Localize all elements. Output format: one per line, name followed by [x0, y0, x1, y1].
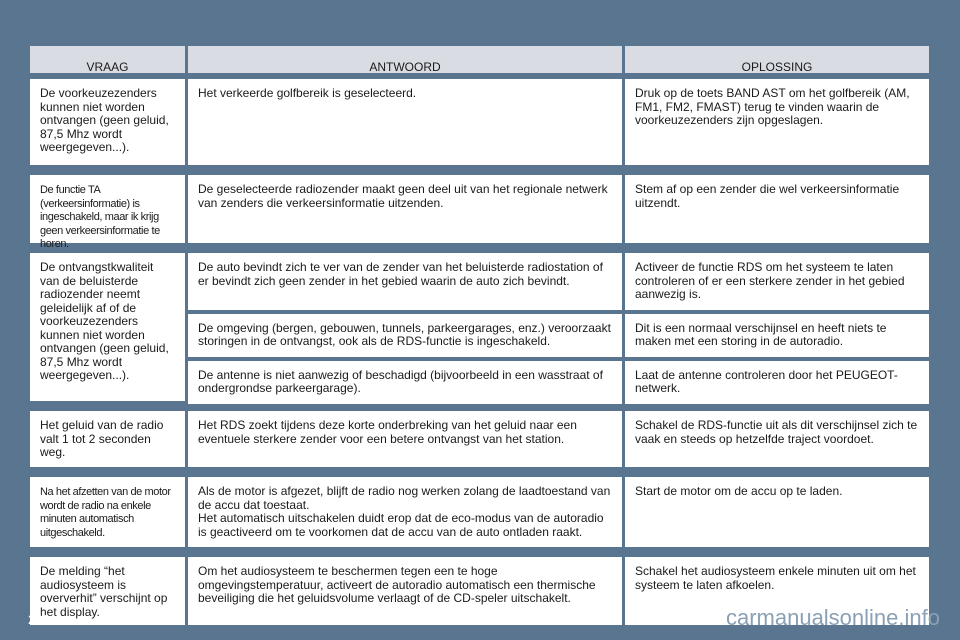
table-row — [30, 477, 929, 547]
question-cell — [30, 175, 185, 250]
solution-cell: Druk op de toets BAND AST om het golfbereik (AM, FM1, FM2, FMAST) terug te vinden waarin de voorkeuzezenders zijn opgeslagen. — [625, 79, 929, 165]
answer-cell: De omgeving (bergen, gebouwen, tunnels, parkeergarages, enz.) veroorzaakt storingen in de ontvangst, ook als de RDS-functie is ingeschakeld. — [188, 314, 622, 357]
page-number: 230 — [28, 612, 50, 627]
table-row — [30, 79, 929, 165]
troubleshooting-table — [30, 46, 929, 625]
solution-cell: Stem af op een zender die wel verkeersinformatie uitzendt. — [625, 175, 929, 243]
header-antwoord: ANTWOORD — [188, 46, 622, 73]
answer-cell: De geselecteerde radiozender maakt geen deel uit van het regionale netwerk van zenders die verkeersinformatie uitzenden. — [188, 175, 622, 243]
solution-cell: Activeer de functie RDS om het systeem te laten controleren of er een sterkere zender in het gebied aanwezig is. — [625, 253, 929, 310]
solution-cell: Schakel het audiosysteem enkele minuten uit om het systeem te laten afkoelen. — [625, 557, 929, 625]
answer-cell: Om het audiosysteem te beschermen tegen een te hoge omgevingstemperatuur, activeert de autoradio automatisch een thermische beveiliging die het geluidsvolume verlaagt of de CD-speler uitschakelt. — [188, 557, 622, 625]
question-cell: De ontvangstkwaliteit van de beluisterde radiozender neemt geleidelijk af of de voorkeuzezenders kunnen niet worden ontvangen (geen geluid, 87,5 Mhz wordt weergegeven...). — [30, 253, 185, 401]
header-oplossing: OPLOSSING — [625, 46, 929, 73]
answer-cell: De auto bevindt zich te ver van de zender van het beluisterde radiostation of er bevindt zich geen zender in het gebied waarin de auto zich bevindt. — [188, 253, 622, 310]
question-cell: De melding “het audiosysteem is oververhit” verschijnt op het display. — [30, 557, 185, 625]
answer-cell: De antenne is niet aanwezig of beschadigd (bijvoorbeeld in een wasstraat of ondergrondse parkeergarage). — [188, 361, 622, 404]
answer-cell: Het RDS zoekt tijdens deze korte onderbreking van het geluid naar een eventuele sterkere zender voor een betere ontvangst van het station. — [188, 411, 622, 467]
table-row — [188, 314, 929, 357]
solution-cell: Schakel de RDS-functie uit als dit verschijnsel zich te vaak en steeds op hetzelfde traject voordoet. — [625, 411, 929, 467]
table-row — [188, 361, 929, 404]
question-cell: De voorkeuzezenders kunnen niet worden ontvangen (geen geluid, 87,5 Mhz wordt weergegeven...). — [30, 79, 185, 165]
answer-stack — [188, 253, 929, 401]
question-cell — [30, 477, 185, 547]
table-row — [188, 253, 929, 310]
question-cell: Het geluid van de radio valt 1 tot 2 seconden weg. — [30, 411, 185, 467]
solution-cell: Dit is een normaal verschijnsel en heeft niets te maken met een storing in de autoradio. — [625, 314, 929, 357]
answer-cell: Het verkeerde golfbereik is geselecteerd. — [188, 79, 622, 165]
watermark: carmanualsonline.info — [725, 605, 940, 630]
answer-cell: Als de motor is afgezet, blijft de radio nog werken zolang de laadtoestand van de accu dat toestaat. Het automatisch uitschakelen duidt erop dat de eco-modus van de autoradio is geactiveerd om te voorkomen dat de accu van de auto ontladen raakt. — [188, 477, 622, 547]
table-row — [30, 411, 929, 467]
table-row — [30, 175, 929, 250]
question-text: Na het afzetten van de motor wordt de radio na enkele minuten automatisch uitgeschakeld. — [40, 486, 171, 539]
table-header — [30, 46, 929, 73]
solution-cell: Start de motor om de accu op te laden. — [625, 477, 929, 547]
question-text: De functie TA (verkeersinformatie) is ingeschakeld, maar ik krijg geen verkeersinformatie te horen. — [40, 184, 160, 250]
solution-cell: Laat de antenne controleren door het PEUGEOT-netwerk. — [625, 361, 929, 404]
header-vraag: VRAAG — [30, 46, 185, 73]
table-row-group — [30, 253, 929, 401]
